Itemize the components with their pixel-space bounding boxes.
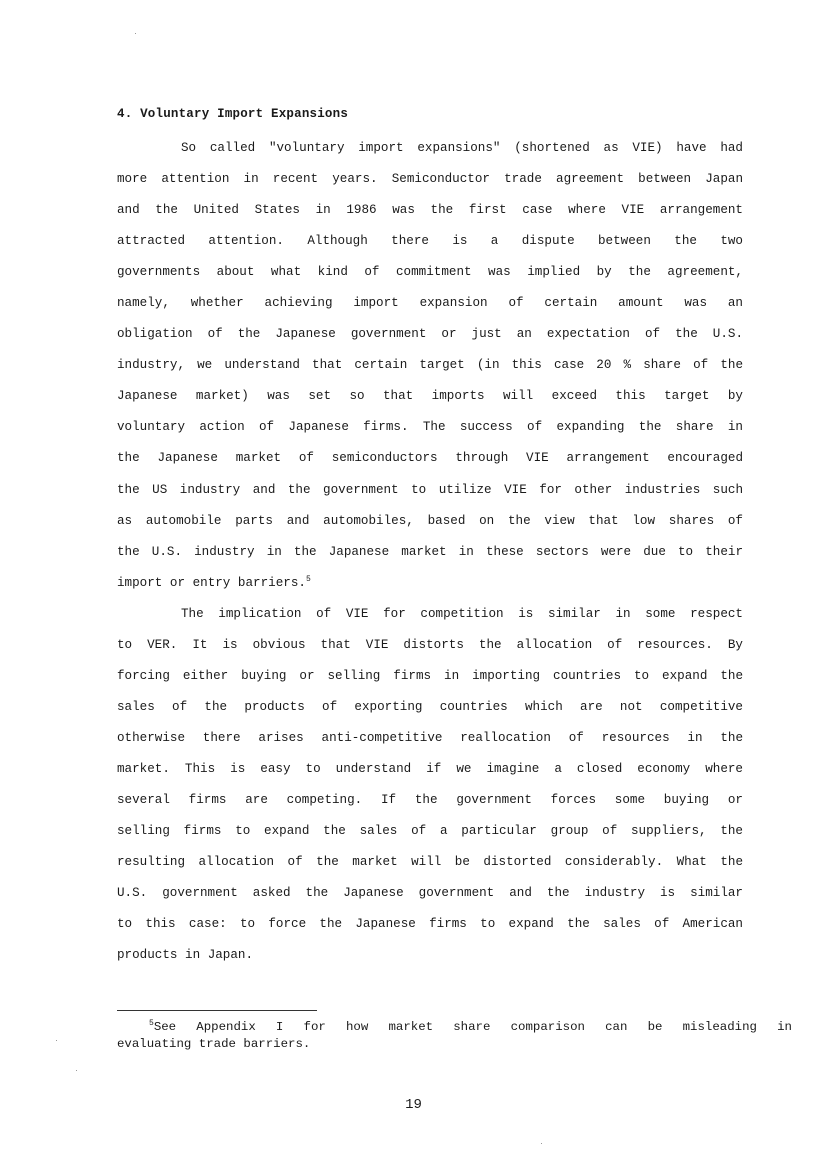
text-line: governments about what kind of commitment was implied by the agreement, [117,265,743,280]
footnote [117,1019,792,1053]
text-line: products in Japan. [117,948,254,963]
scan-speck [76,1070,77,1071]
footnote-divider [117,1010,317,1011]
section-heading: 4. Voluntary Import Expansions [117,107,349,121]
text-line: The implication of VIE for competition is similar in some respect [181,606,743,621]
text-line: sales of the products of exporting countries which are not competitive [117,699,743,714]
text-line: U.S. government asked the Japanese government and the industry is similar [117,886,743,901]
text-line: attracted attention. Although there is a dispute between the two [117,234,743,249]
text-line [117,569,743,600]
text-line: the Japanese market of semiconductors through VIE arrangement encouraged [117,451,743,466]
text-line: voluntary action of Japanese firms. The success of expanding the share in [117,420,743,435]
body-text [117,134,743,972]
scan-speck [541,1143,542,1144]
scan-speck [135,33,136,34]
footnote-text: See Appendix I for how market share comparison can be misleading in [153,1020,792,1034]
text-line: So called "voluntary import expansions" (shortened as VIE) have had [181,141,743,155]
text-line: market. This is easy to understand if we imagine a closed economy where [117,761,743,776]
text-line: several firms are competing. If the government forces some buying or [117,792,743,807]
text-line: and the United States in 1986 was the first case where VIE arrangement [117,203,743,218]
text-line: forcing either buying or selling firms in importing countries to expand the [117,668,743,683]
text-line: otherwise there arises anti-competitive reallocation of resources in the [117,730,743,745]
text-line: namely, whether achieving import expansion of certain amount was an [117,296,743,311]
text-line: the US industry and the government to utilize VIE for other industries such [117,482,743,497]
text-line: to VER. It is obvious that VIE distorts the allocation of resources. By [117,637,743,652]
text-line: industry, we understand that certain target (in this case 20 % share of the [117,358,743,373]
text-line: resulting allocation of the market will be distorted considerably. What the [117,855,743,870]
page-number: 19 [405,1097,422,1113]
footnote-marker: 5 [149,1019,154,1028]
footnote-line: evaluating trade barriers. [117,1037,311,1051]
text-line: obligation of the Japanese government or just an expectation of the U.S. [117,327,743,342]
text-line: selling firms to expand the sales of a particular group of suppliers, the [117,824,743,839]
text-line: the U.S. industry in the Japanese market in these sectors were due to their [117,544,743,559]
footnote-line [117,1019,792,1036]
scan-speck [56,1040,57,1041]
text-line: as automobile parts and automobiles, based on the view that low shares of [117,513,743,528]
text-line: Japanese market) was set so that imports will exceed this target by [117,389,743,404]
text-fragment: import or entry barriers. [117,575,306,590]
text-line: more attention in recent years. Semiconductor trade agreement between Japan [117,172,743,187]
text-line: to this case: to force the Japanese firms to expand the sales of American [117,917,743,932]
footnote-reference[interactable]: 5 [305,574,311,584]
